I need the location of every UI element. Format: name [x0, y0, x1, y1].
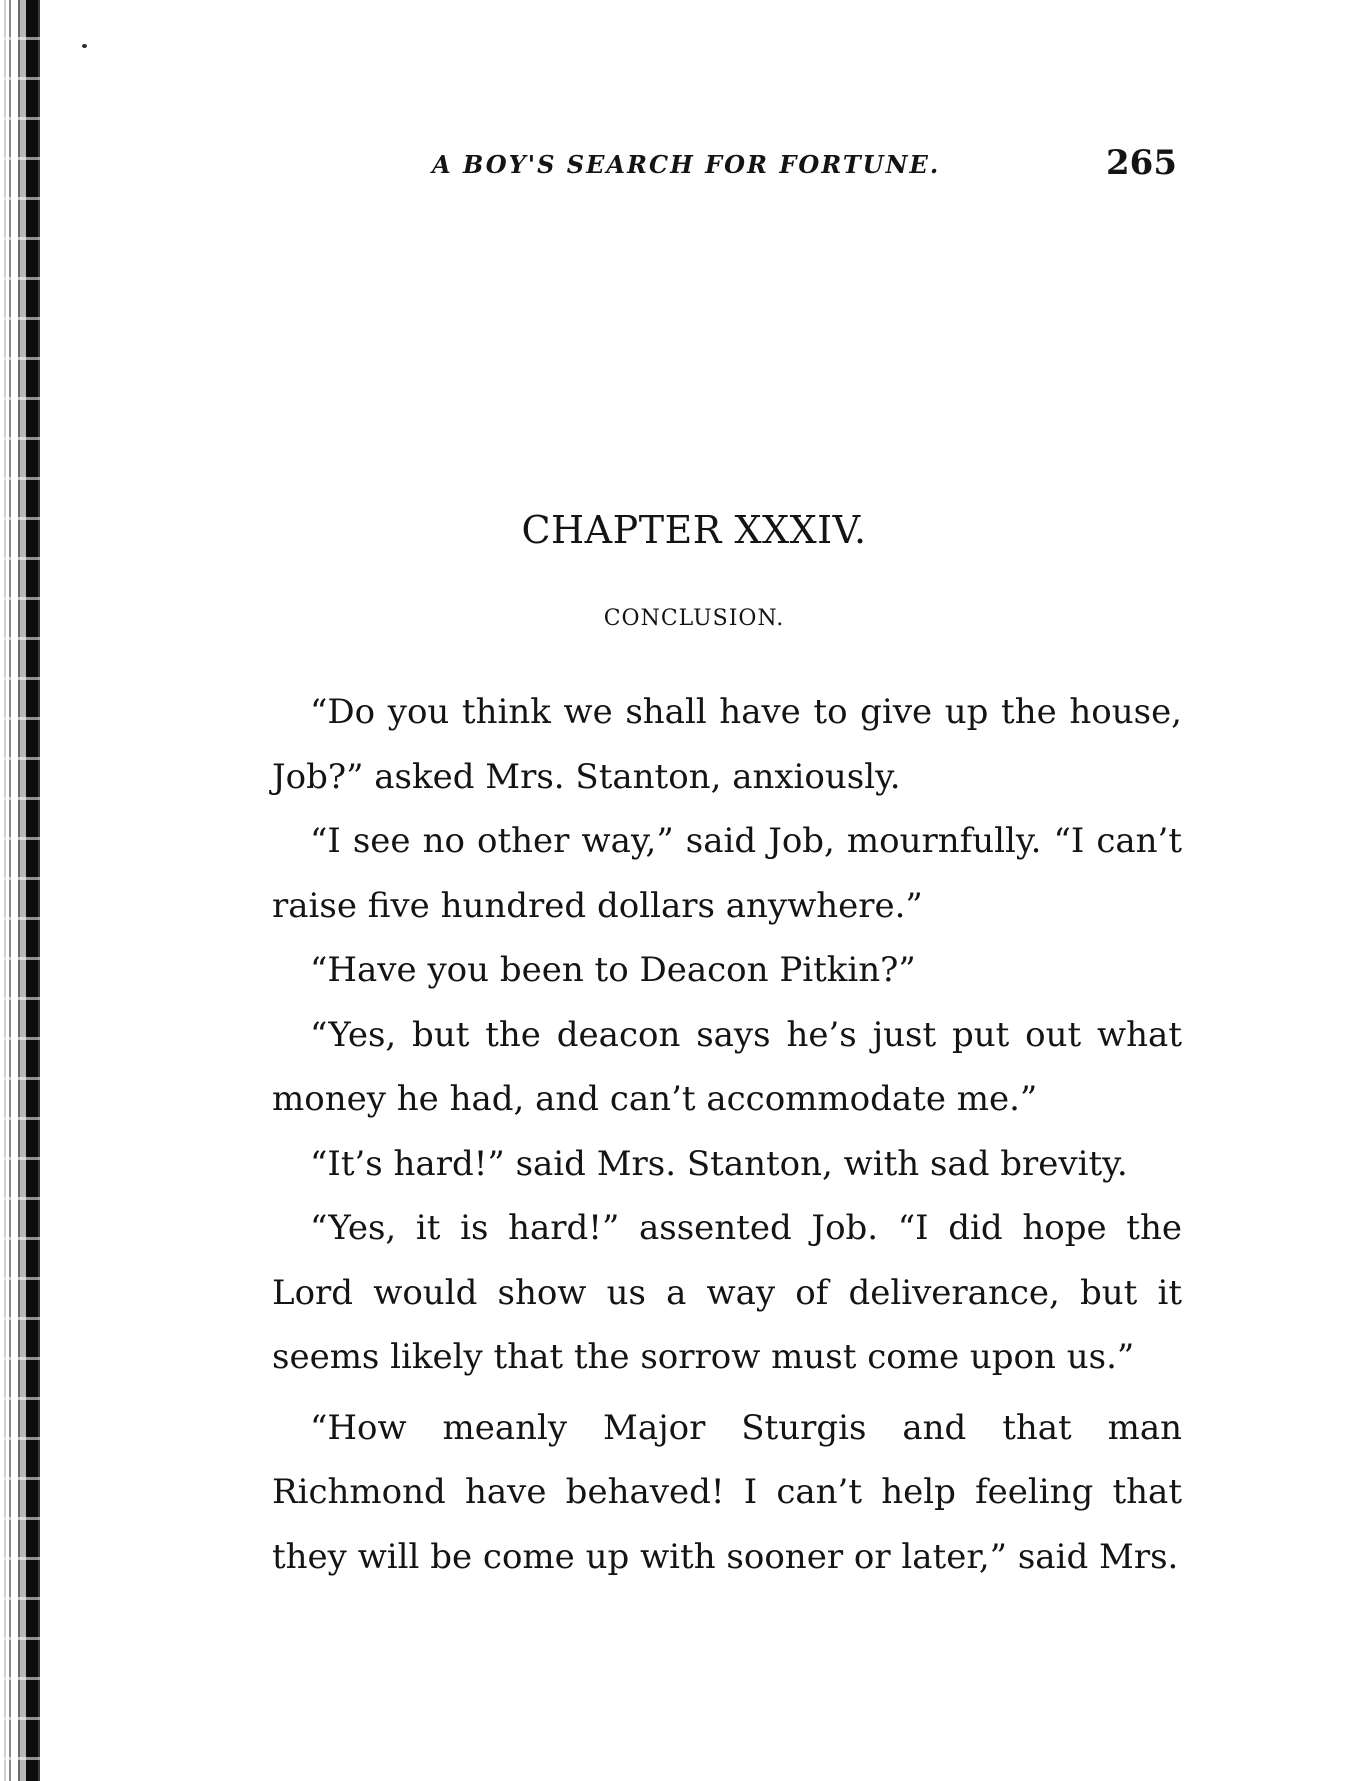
scan-speck [82, 44, 87, 48]
paragraph: “How meanly Major Sturgis and that man Richmond have behaved! I can’t help feeling that they will be come up with sooner or later,” said Mrs. [272, 1407, 1182, 1577]
paragraph: “Do you think we shall have to give up the house, Job?” asked Mrs. Stanton, anxiously. [272, 692, 1182, 797]
paragraph: “Yes, but the deacon says he’s just put out what money he had, and can’t accommodate me.” [272, 1014, 1182, 1119]
chapter-subtitle: CONCLUSION. [603, 606, 785, 631]
paragraph: “It’s hard!” said Mrs. Stanton, with sad brevity. [310, 1143, 1128, 1184]
body-text [272, 680, 1182, 1589]
running-head: A BOY'S SEARCH FOR FORTUNE. [432, 150, 941, 179]
binding-texture [0, 0, 44, 1781]
paragraph: “Yes, it is hard!” assented Job. “I did hope the Lord would show us a way of deliverance, but it seems likely that the sorrow must come upon us.” [272, 1208, 1182, 1377]
page-number: 265 [1106, 143, 1177, 183]
paragraph: “Have you been to Deacon Pitkin?” [310, 950, 916, 990]
paragraph: “I see no other way,” said Job, mournfully. “I can’t raise five hundred dollars anywhere.” [272, 821, 1182, 926]
chapter-title: CHAPTER XXXIV. [521, 508, 867, 552]
